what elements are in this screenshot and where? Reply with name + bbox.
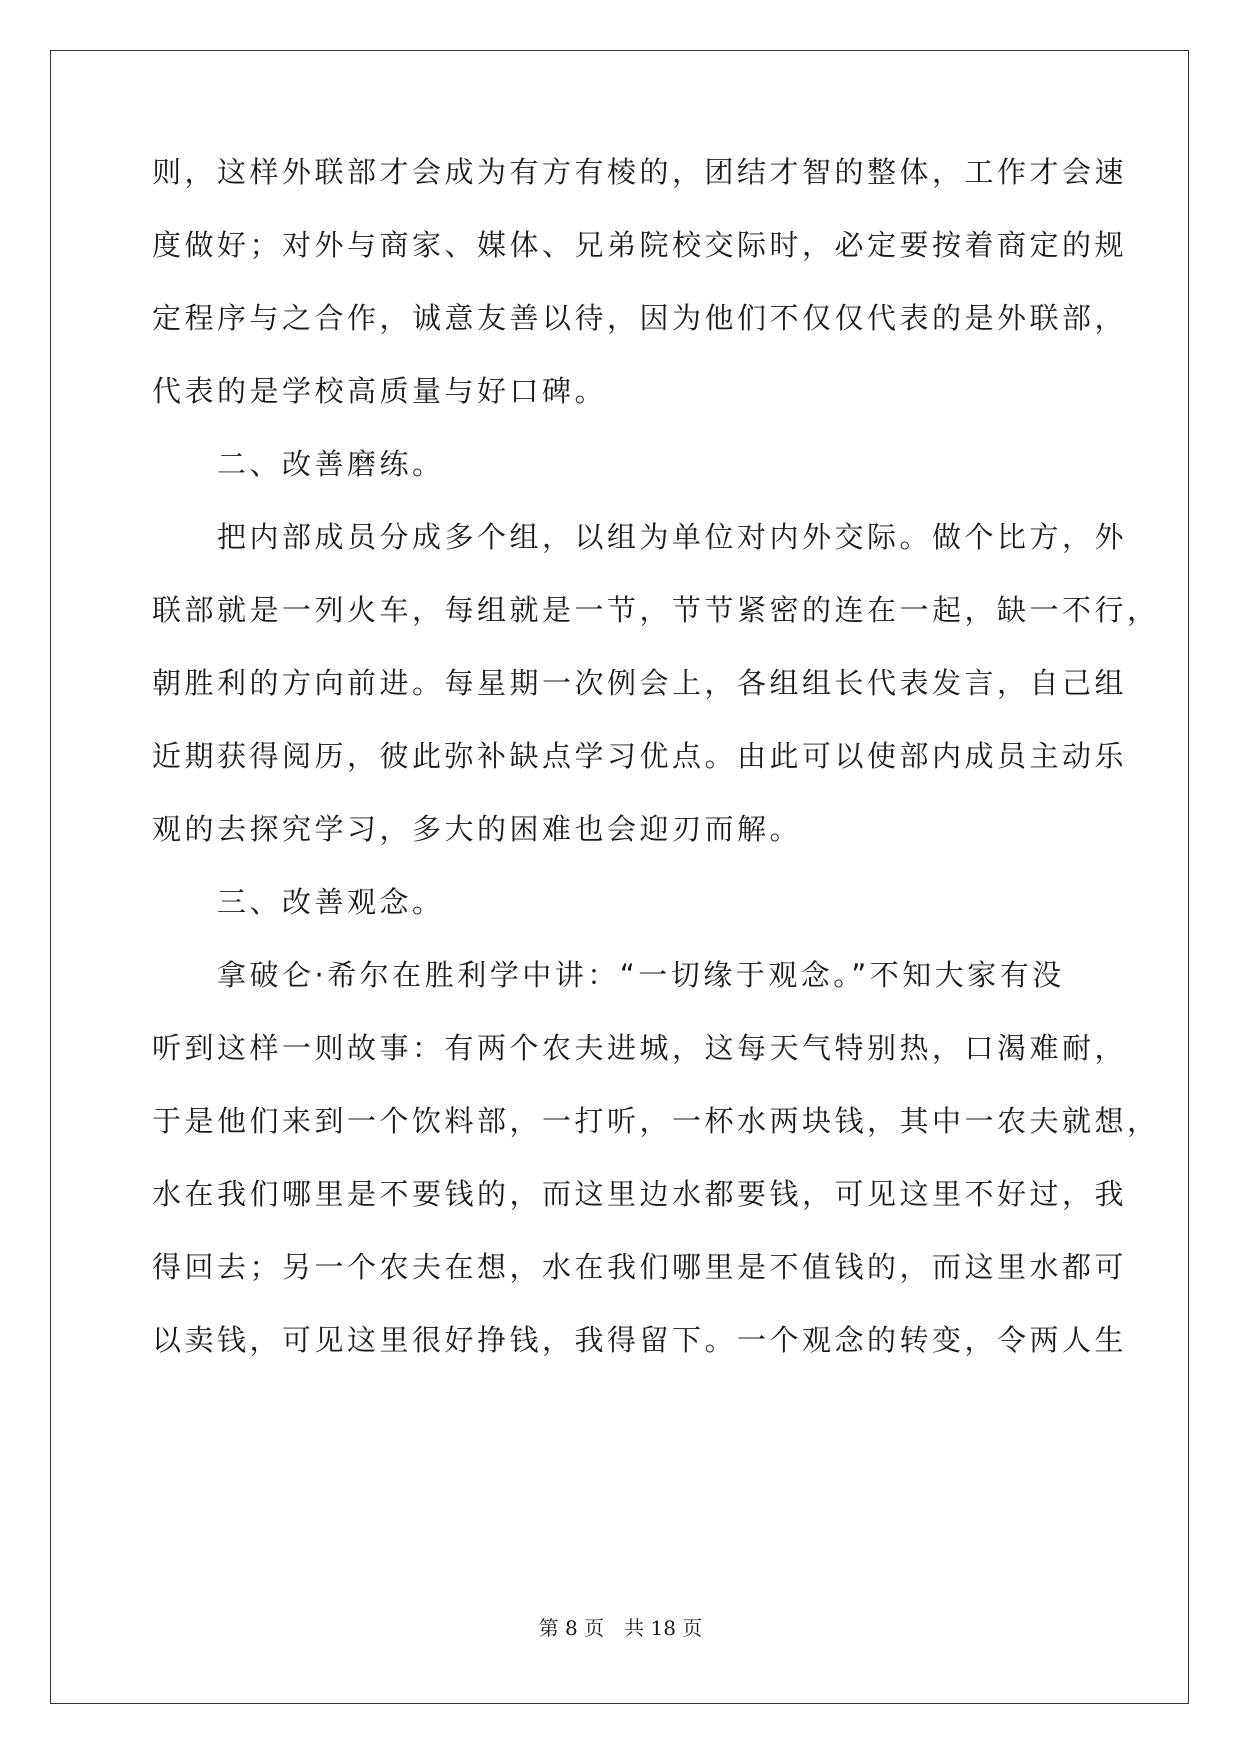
body-line: 拿破仑·希尔在胜利学中讲：“一切缘于观念。”不知大家有没	[152, 958, 1065, 992]
page-number-footer: 第 8 页 共 18 页	[538, 1616, 703, 1640]
body-line: 近期获得阅历，彼此弥补缺点学习优点。由此可以使部内成员主动乐	[152, 739, 1128, 773]
body-line: 度做好；对外与商家、媒体、兄弟院校交际时，必定要按着商定的规	[152, 228, 1128, 262]
body-line: 则，这样外联部才会成为有方有棱的，团结才智的整体，工作才会速	[152, 155, 1128, 189]
body-line: 联部就是一列火车，每组就是一节，节节紧密的连在一起，缺一不行，	[152, 593, 1160, 627]
section-heading: 二、改善磨练。	[152, 447, 445, 481]
body-line: 以卖钱，可见这里很好挣钱，我得留下。一个观念的转变，令两人生	[152, 1323, 1128, 1357]
body-line: 把内部成员分成多个组，以组为单位对内外交际。做个比方，外	[152, 520, 1128, 554]
body-line: 朝胜利的方向前进。每星期一次例会上，各组组长代表发言，自己组	[152, 666, 1128, 700]
body-line: 水在我们哪里是不要钱的，而这里边水都要钱，可见这里不好过，我	[152, 1177, 1128, 1211]
body-line: 得回去；另一个农夫在想，水在我们哪里是不值钱的，而这里水都可	[152, 1250, 1128, 1284]
body-line: 听到这样一则故事：有两个农夫进城，这每天气特别热，口渴难耐，	[152, 1031, 1128, 1065]
body-line: 定程序与之合作，诚意友善以待，因为他们不仅仅代表的是外联部，	[152, 301, 1128, 335]
body-line: 于是他们来到一个饮料部，一打听，一杯水两块钱，其中一农夫就想，	[152, 1104, 1160, 1138]
body-line: 代表的是学校高质量与好口碑。	[152, 374, 608, 408]
body-line: 观的去探究学习，多大的困难也会迎刃而解。	[152, 812, 803, 846]
section-heading: 三、改善观念。	[152, 885, 445, 919]
